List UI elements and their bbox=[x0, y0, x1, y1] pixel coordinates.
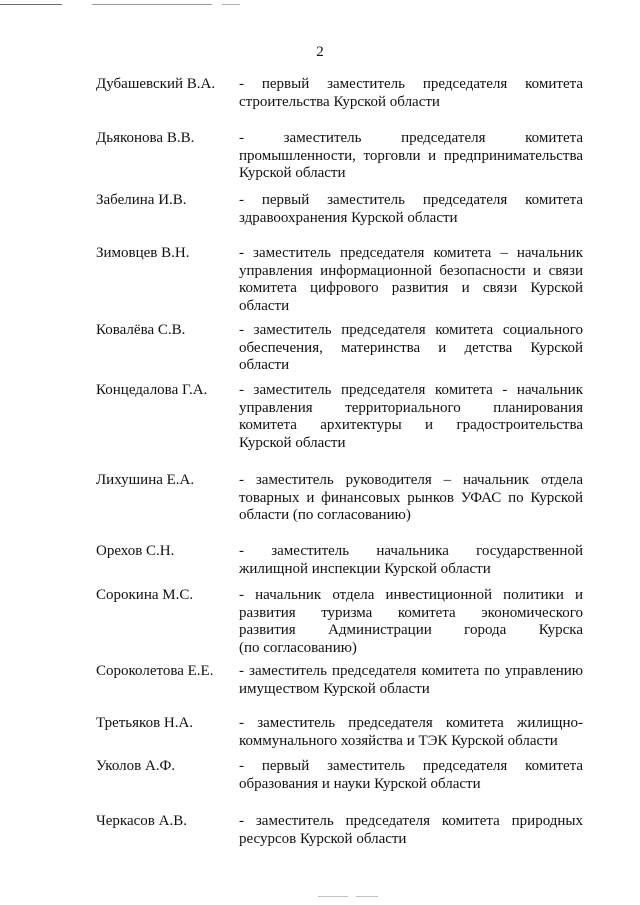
position-line: - первый заместитель председателя комитета bbox=[239, 758, 583, 774]
position-line: ресурсов Курской области bbox=[239, 830, 407, 847]
position-line: комитета цифрового развития и связи Курской bbox=[239, 280, 583, 296]
member-name: Забелина И.В. bbox=[96, 192, 187, 208]
member-name: Зимовцев В.Н. bbox=[96, 245, 190, 261]
member-name: Сороколетова Е.Е. bbox=[96, 663, 214, 679]
scan-artifact-line bbox=[318, 896, 348, 897]
member-name: Сорокина М.С. bbox=[96, 587, 194, 603]
position-line: - заместитель руководителя – начальник отдела bbox=[239, 472, 583, 488]
scan-artifact-line bbox=[92, 4, 212, 5]
member-position bbox=[239, 76, 583, 111]
scan-artifact-line bbox=[222, 4, 240, 5]
position-line: развития Администрации города Курска bbox=[239, 622, 583, 638]
member-position bbox=[239, 130, 583, 183]
position-line: здравоохранения Курской области bbox=[239, 209, 458, 226]
position-line: управления информационной безопасности и связи bbox=[239, 262, 583, 279]
position-line: - первый заместитель председателя комитета bbox=[239, 76, 583, 92]
position-line: области bbox=[239, 297, 290, 314]
member-name: Лихушина Е.А. bbox=[96, 472, 195, 488]
position-line: - заместитель председателя комитета bbox=[239, 130, 583, 146]
position-line: - заместитель председателя комитета – начальник bbox=[239, 245, 583, 261]
position-line: области bbox=[239, 357, 290, 373]
position-line: комитета архитектуры и градостроительства bbox=[239, 417, 583, 433]
position-line: - заместитель председателя комитета жилищно- bbox=[239, 715, 583, 731]
member-position bbox=[239, 245, 583, 315]
position-line: обеспечения, материнства и детства Курской bbox=[239, 339, 583, 356]
position-line: коммунального хозяйства и ТЭК Курской области bbox=[239, 732, 558, 749]
member-position bbox=[239, 382, 583, 452]
member-position bbox=[239, 322, 583, 375]
position-line: - начальник отдела инвестиционной политики и bbox=[239, 587, 583, 603]
position-line: развития туризма комитета экономического bbox=[239, 604, 583, 621]
position-line: управления территориального планирования bbox=[239, 399, 583, 416]
position-line: области (по согласованию) bbox=[239, 507, 411, 523]
member-name: Дьяконова В.В. bbox=[96, 130, 195, 146]
position-line: - первый заместитель председателя комитета bbox=[239, 192, 583, 208]
member-name: Третьяков Н.А. bbox=[96, 715, 194, 731]
position-line: Курской области bbox=[239, 165, 346, 181]
position-line: промышленности, торговли и предпринимательства bbox=[239, 147, 583, 164]
position-line: - заместитель председателя комитета - начальник bbox=[239, 382, 583, 398]
scan-artifact-line bbox=[0, 4, 62, 5]
member-position bbox=[239, 715, 583, 750]
position-line: - заместитель начальника государственной bbox=[239, 543, 583, 559]
member-name: Орехов С.Н. bbox=[96, 543, 175, 559]
member-name: Концедалова Г.А. bbox=[96, 382, 208, 398]
scan-artifact-line bbox=[356, 896, 378, 897]
member-position bbox=[239, 758, 583, 793]
member-position bbox=[239, 543, 583, 578]
position-line: жилищной инспекции Курской области bbox=[239, 560, 491, 577]
member-position bbox=[239, 472, 583, 525]
member-name: Ковалёва С.В. bbox=[96, 322, 186, 338]
position-line: (по согласованию) bbox=[239, 639, 357, 656]
member-position bbox=[239, 813, 583, 848]
position-line: образования и науки Курской области bbox=[239, 775, 481, 792]
position-line: имуществом Курской области bbox=[239, 680, 430, 697]
member-name: Дубашевский В.А. bbox=[96, 76, 216, 92]
member-position bbox=[239, 663, 583, 698]
position-line: товарных и финансовых рынков УФАС по Курской bbox=[239, 489, 583, 506]
member-position bbox=[239, 587, 583, 657]
member-name: Уколов А.Ф. bbox=[96, 758, 176, 774]
page-number: 2 bbox=[316, 44, 324, 60]
position-line: - заместитель председателя комитета социального bbox=[239, 322, 583, 338]
position-line: - заместитель председателя комитета по управлению bbox=[239, 663, 583, 679]
position-line: Курской области bbox=[239, 434, 346, 451]
position-line: - заместитель председателя комитета природных bbox=[239, 813, 583, 829]
member-position bbox=[239, 192, 583, 227]
position-line: строительства Курской области bbox=[239, 93, 440, 110]
member-name: Черкасов А.В. bbox=[96, 813, 187, 829]
